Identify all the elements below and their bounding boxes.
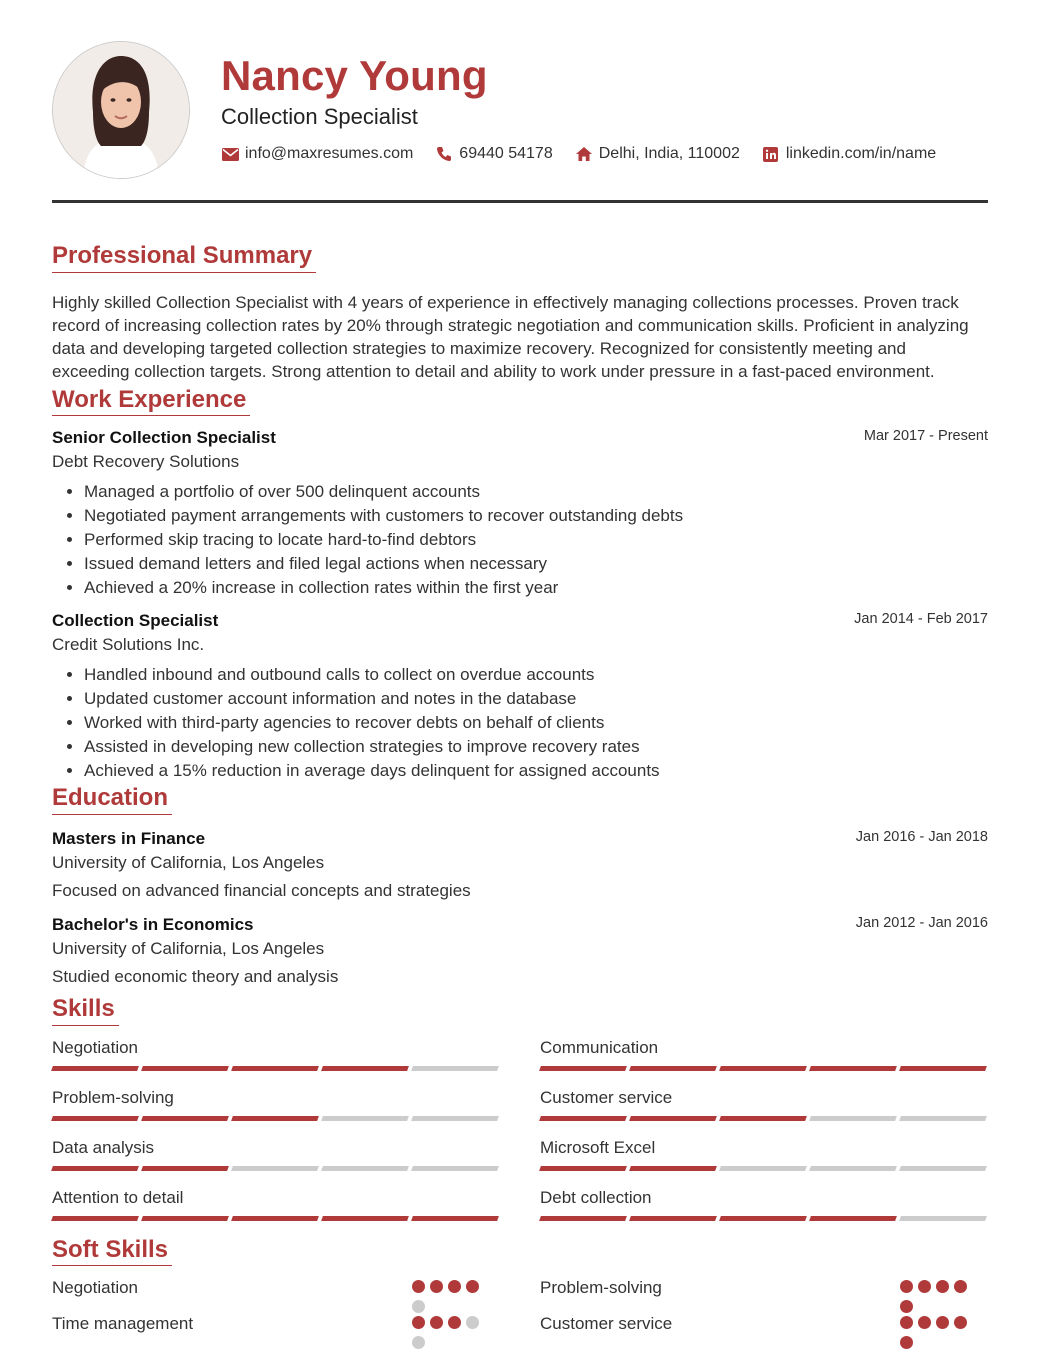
skill-name: Data analysis <box>52 1137 155 1157</box>
summary-text: Highly skilled Collection Specialist with 4 years of experience in effectively managing collections processes. Proven track record of increasing collection rates by 20% through strategic negotiation and communication skills. Proficient in analyzing data and developing targeted collection strategies to maximize recovery. Recognized for consistently meeting and exceeding collection targets. Strong attention to detail and ability to work under pressure in a fast-paced environment. <box>52 292 969 382</box>
skill-bar-segment <box>809 1066 897 1071</box>
skill-item <box>540 1036 986 1086</box>
email-text: info@maxresumes.com <box>245 145 414 162</box>
skill-bar-segment <box>51 1166 139 1171</box>
envelope-icon <box>221 145 239 163</box>
rating-dot <box>466 1316 479 1329</box>
skill-name: Customer service <box>540 1087 673 1107</box>
summary-section <box>52 242 988 384</box>
skill-bar-segment <box>411 1216 499 1221</box>
skill-bar <box>540 1066 986 1071</box>
skill-bar-segment <box>629 1116 717 1121</box>
skill-bar-segment <box>899 1166 987 1171</box>
bullet-item: • Handled inbound and outbound calls to collect on overdue accounts <box>84 663 988 687</box>
candidate-title: Collection Specialist <box>221 104 418 129</box>
skill-bar-segment <box>231 1166 319 1171</box>
rating-dot <box>900 1280 913 1293</box>
rating-dot <box>430 1280 443 1293</box>
job-company: Credit Solutions Inc. <box>52 635 205 655</box>
rating-dot <box>954 1316 967 1329</box>
bullet-item: • Assisted in developing new collection strategies to improve recovery rates <box>84 735 988 759</box>
skill-bar-segment <box>231 1116 319 1121</box>
skill-bar <box>52 1066 498 1071</box>
rating-dot <box>918 1280 931 1293</box>
rating-dot <box>918 1316 931 1329</box>
skill-bar-segment <box>321 1166 409 1171</box>
phone-icon <box>435 145 453 163</box>
skill-bar <box>540 1166 986 1171</box>
job-bullets <box>52 663 988 782</box>
contact-linkedin[interactable] <box>762 145 936 163</box>
rating-dot <box>412 1336 425 1349</box>
home-icon <box>575 145 593 163</box>
skill-bar-segment <box>539 1216 627 1221</box>
education-dates: Jan 2016 - Jan 2018 <box>855 828 988 845</box>
skill-bar-segment <box>231 1216 319 1221</box>
summary-heading: Professional Summary <box>52 242 316 273</box>
skill-bar-segment <box>809 1166 897 1171</box>
skill-bar-segment <box>719 1216 807 1221</box>
header-divider <box>52 200 988 203</box>
contact-location <box>575 145 740 163</box>
resume-header <box>52 0 988 204</box>
skill-bar-segment <box>899 1216 987 1221</box>
skill-bar-segment <box>321 1116 409 1121</box>
skill-bar-segment <box>899 1066 987 1071</box>
rating-dot <box>466 1280 479 1293</box>
phone-text: 69440 54178 <box>459 145 553 162</box>
resume-page <box>52 0 988 1348</box>
soft-skills-heading: Soft Skills <box>52 1236 172 1267</box>
education-entry <box>52 915 988 987</box>
rating-dot <box>936 1316 949 1329</box>
soft-skill-name: Time management <box>52 1314 194 1334</box>
soft-skill-name: Customer service <box>540 1314 673 1334</box>
soft-skills-section <box>52 1236 988 1349</box>
skill-bar-segment <box>539 1166 627 1171</box>
skill-bar-segment <box>411 1116 499 1121</box>
job-role: Collection Specialist <box>52 611 219 631</box>
skill-item <box>52 1136 498 1186</box>
job-dates: Jan 2014 - Feb 2017 <box>854 611 988 628</box>
bullet-item: • Updated customer account information and notes in the database <box>84 687 988 711</box>
bullet-item: • Managed a portfolio of over 500 delinquent accounts <box>84 480 988 504</box>
rating-dot <box>900 1336 913 1349</box>
contact-email[interactable] <box>221 145 413 163</box>
skills-grid <box>52 1036 988 1236</box>
linkedin-icon <box>762 145 780 163</box>
skill-name: Communication <box>540 1037 659 1057</box>
school-name: University of California, Los Angeles <box>52 938 325 958</box>
rating-dot <box>954 1280 967 1293</box>
linkedin-text: linkedin.com/in/name <box>785 145 937 162</box>
job-dates: Mar 2017 - Present <box>863 428 988 445</box>
location-text: Delhi, India, 110002 <box>598 145 740 162</box>
bullet-item: • Negotiated payment arrangements with customers to recover outstanding debts <box>84 504 988 528</box>
skill-bar-segment <box>629 1166 717 1171</box>
soft-skill-item <box>52 1312 498 1348</box>
skill-bar-segment <box>539 1116 627 1121</box>
soft-skill-name: Negotiation <box>52 1278 139 1298</box>
bullet-item: • Performed skip tracing to locate hard-to-find debtors <box>84 528 988 552</box>
soft-skill-name: Problem-solving <box>540 1278 662 1298</box>
rating-dot <box>430 1316 443 1329</box>
skill-bar <box>540 1216 986 1221</box>
rating-dot <box>448 1316 461 1329</box>
skill-name: Debt collection <box>540 1187 652 1207</box>
skill-bar-segment <box>51 1066 139 1071</box>
soft-skill-rating <box>900 1316 972 1356</box>
rating-dot <box>412 1316 425 1329</box>
education-heading: Education <box>52 784 172 815</box>
skills-section <box>52 995 988 1236</box>
skill-bar-segment <box>809 1116 897 1121</box>
skills-heading: Skills <box>52 995 119 1026</box>
skill-bar <box>540 1116 986 1121</box>
rating-dot <box>936 1280 949 1293</box>
contact-row <box>221 145 936 163</box>
soft-skill-item <box>540 1312 986 1348</box>
candidate-name: Nancy Young <box>221 52 488 99</box>
education-section <box>52 784 988 987</box>
profile-photo <box>52 41 190 179</box>
bullet-item: • Issued demand letters and filed legal actions when necessary <box>84 552 988 576</box>
skill-bar-segment <box>719 1166 807 1171</box>
skill-bar <box>52 1116 498 1121</box>
education-dates: Jan 2012 - Jan 2016 <box>855 914 988 931</box>
skill-bar-segment <box>719 1116 807 1121</box>
bullet-item: • Worked with third-party agencies to recover debts on behalf of clients <box>84 711 988 735</box>
soft-skill-item <box>540 1276 986 1312</box>
skill-bar-segment <box>51 1116 139 1121</box>
skill-item <box>540 1086 986 1136</box>
skill-bar-segment <box>629 1066 717 1071</box>
soft-skills-grid <box>52 1276 988 1348</box>
education-description: Studied economic theory and analysis <box>52 966 339 986</box>
skill-bar-segment <box>141 1166 229 1171</box>
soft-skill-rating <box>412 1316 484 1356</box>
skill-bar-segment <box>51 1216 139 1221</box>
skill-bar-segment <box>411 1166 499 1171</box>
skill-name: Negotiation <box>52 1037 139 1057</box>
skill-bar-segment <box>321 1066 409 1071</box>
rating-dot <box>448 1280 461 1293</box>
skill-item <box>52 1086 498 1136</box>
skill-bar-segment <box>141 1066 229 1071</box>
skill-bar-segment <box>141 1116 229 1121</box>
bullet-item: • Achieved a 20% increase in collection rates within the first year <box>84 576 988 600</box>
degree-title: Bachelor's in Economics <box>52 914 254 934</box>
job-role: Senior Collection Specialist <box>52 428 276 448</box>
skill-bar-segment <box>141 1216 229 1221</box>
contact-phone[interactable] <box>435 145 552 163</box>
education-description: Focused on advanced financial concepts and strategies <box>52 880 471 900</box>
job-bullets <box>52 480 988 599</box>
skill-bar-segment <box>629 1216 717 1221</box>
experience-section <box>52 386 988 783</box>
skill-item <box>52 1036 498 1086</box>
rating-dot <box>412 1280 425 1293</box>
skill-bar-segment <box>231 1066 319 1071</box>
education-entry <box>52 829 988 901</box>
job-company: Debt Recovery Solutions <box>52 452 240 472</box>
bullet-item: • Achieved a 15% reduction in average days delinquent for assigned accounts <box>84 759 988 783</box>
skill-name: Attention to detail <box>52 1187 184 1207</box>
skill-name: Problem-solving <box>52 1087 174 1107</box>
skill-bar-segment <box>719 1066 807 1071</box>
skill-bar-segment <box>411 1066 499 1071</box>
skill-name: Microsoft Excel <box>540 1137 656 1157</box>
rating-dot <box>900 1316 913 1329</box>
skill-bar-segment <box>539 1066 627 1071</box>
skill-item <box>540 1186 986 1236</box>
degree-title: Masters in Finance <box>52 828 206 848</box>
skill-item <box>52 1186 498 1236</box>
soft-skill-item <box>52 1276 498 1312</box>
school-name: University of California, Los Angeles <box>52 852 325 872</box>
skill-bar <box>52 1216 498 1221</box>
skill-bar-segment <box>809 1216 897 1221</box>
portrait-illustration <box>53 42 189 178</box>
skill-bar <box>52 1166 498 1171</box>
skill-item <box>540 1136 986 1186</box>
skill-bar-segment <box>899 1116 987 1121</box>
job-entry <box>52 611 988 782</box>
skill-bar-segment <box>321 1216 409 1221</box>
job-entry <box>52 428 988 599</box>
experience-heading: Work Experience <box>52 386 250 417</box>
